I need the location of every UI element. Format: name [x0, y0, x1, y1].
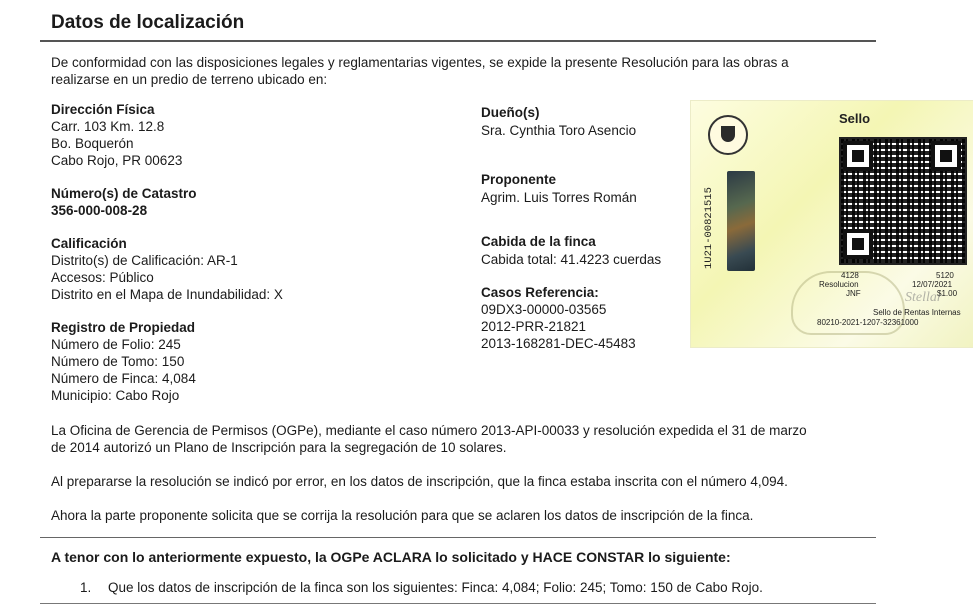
- direccion-label: Dirección Física: [51, 102, 155, 117]
- item-number: 1.: [80, 580, 92, 595]
- cabida-label: Cabida de la finca: [481, 234, 596, 249]
- stamp-left-line2: JNF: [846, 289, 861, 298]
- catastro-value: 356-000-008-28: [51, 203, 148, 218]
- calificacion-line: Accesos: Público: [51, 270, 154, 285]
- stamp-rentas-label: Sello de Rentas Internas: [873, 308, 961, 317]
- registro-line: Municipio: Cabo Rojo: [51, 388, 180, 403]
- calificacion-line: Distrito en el Mapa de Inundabilidad: X: [51, 287, 283, 302]
- title-rule: [40, 40, 876, 42]
- proponente-value: Agrim. Luis Torres Román: [481, 190, 637, 205]
- catastro-label: Número(s) de Catastro: [51, 186, 197, 201]
- item-text: Que los datos de inscripción de la finca son los siguientes: Finca: 4,084; Folio: 245; Tomo: 150 de Cabo Rojo.: [108, 580, 763, 595]
- calificacion-label: Calificación: [51, 236, 127, 251]
- stamp-left-line1: Resolucion: [819, 280, 859, 289]
- section-rule: [40, 537, 876, 538]
- stamp-right-date: 12/07/2021: [912, 280, 953, 289]
- duenos-label: Dueño(s): [481, 105, 540, 120]
- paragraph-line: Al prepararse la resolución se indicó por error, en los datos de inscripción, que la finca estaba inscrita con el número 4,094.: [51, 474, 788, 489]
- stamp-serial: 1U21-00821515: [703, 187, 715, 269]
- tenor-heading: A tenor con lo anteriormente expuesto, la OGPe ACLARA lo solicitado y HACE CONSTAR lo siguiente:: [51, 549, 731, 565]
- cabida-value: Cabida total: 41.4223 cuerdas: [481, 252, 662, 267]
- intro-line-2: realizarse en un predio de terreno ubicado en:: [51, 72, 328, 87]
- qr-code-icon: [839, 137, 967, 265]
- proponente-label: Proponente: [481, 172, 557, 187]
- stamp-sello-label: Sello: [839, 111, 871, 126]
- casos-line: 2013-168281-DEC-45483: [481, 336, 636, 351]
- hacienda-seal-icon: [708, 115, 748, 155]
- direccion-line: Carr. 103 Km. 12.8: [51, 119, 165, 134]
- casos-line: 09DX3-00000-03565: [481, 302, 607, 317]
- stamp-left-num: 4128: [841, 271, 859, 280]
- watermark: Stellar: [905, 290, 943, 305]
- stamp-rentas-number: 80210-2021-1207-32361000: [817, 318, 919, 327]
- casos-line: 2012-PRR-21821: [481, 319, 587, 334]
- stamp-right-num: 5120: [936, 271, 954, 280]
- paragraph-line: de 2014 autorizó un Plano de Inscripción para la segregación de 10 solares.: [51, 440, 507, 455]
- stamp-right-amount: $1.00: [937, 289, 958, 298]
- paragraph-line: La Oficina de Gerencia de Permisos (OGPe), mediante el caso número 2013-API-00033 y resolución expedida el 31 de marzo: [51, 423, 807, 438]
- direccion-line: Bo. Boquerón: [51, 136, 134, 151]
- registro-label: Registro de Propiedad: [51, 320, 196, 335]
- intro-line-1: De conformidad con las disposiciones legales y reglamentarias vigentes, se expide la presente Resolución para las obras a: [51, 55, 789, 70]
- bottom-rule: [40, 603, 876, 604]
- rentas-internas-stamp: [690, 100, 973, 348]
- registro-line: Número de Finca: 4,084: [51, 371, 196, 386]
- direccion-line: Cabo Rojo, PR 00623: [51, 153, 183, 168]
- casos-label: Casos Referencia:: [481, 285, 599, 300]
- duenos-value: Sra. Cynthia Toro Asencio: [481, 123, 637, 138]
- paragraph-line: Ahora la parte proponente solicita que se corrija la resolución para que se aclaren los datos de inscripción de la finca.: [51, 508, 754, 523]
- registro-line: Número de Tomo: 150: [51, 354, 185, 369]
- calificacion-line: Distrito(s) de Calificación: AR-1: [51, 253, 238, 268]
- page-title: Datos de localización: [51, 12, 245, 33]
- registro-line: Número de Folio: 245: [51, 337, 181, 352]
